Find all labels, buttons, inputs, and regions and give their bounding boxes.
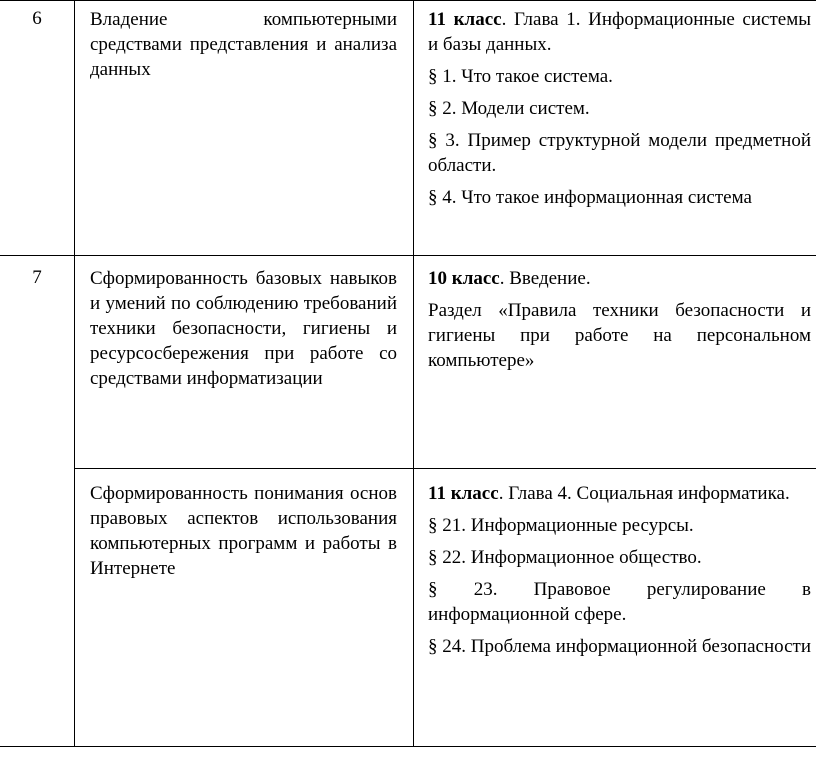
content-line: § 4. Что такое информационная система bbox=[428, 187, 752, 208]
row-divider-7-sub bbox=[74, 468, 816, 469]
row-number: 6 bbox=[32, 8, 42, 29]
content-line: 10 класс. Введение. bbox=[428, 268, 591, 289]
content-line: Раздел «Правила техники безопасности и гигиены при работе на персональном компьютере» bbox=[428, 300, 811, 371]
content-cell bbox=[428, 7, 811, 217]
content-line: § 24. Проблема информационной безопасности bbox=[428, 636, 811, 657]
content-line: § 22. Информационное общество. bbox=[428, 547, 702, 568]
requirement-text: Владение компьютерными средствами представления и анализа данных bbox=[90, 9, 397, 80]
content-line: § 3. Пример структурной модели предметной области. bbox=[428, 130, 811, 176]
column-divider-content bbox=[413, 0, 414, 747]
requirement-cell bbox=[90, 481, 397, 588]
content-line: § 23. Правовое регулирование в информационной сфере. bbox=[428, 579, 811, 625]
requirement-cell bbox=[90, 7, 397, 89]
column-divider-number bbox=[74, 0, 75, 747]
content-cell bbox=[428, 481, 811, 666]
table-border-top bbox=[0, 0, 816, 1]
requirement-text: Сформированность понимания основ правовых аспектов использования компьютерных программ и работы в Интернете bbox=[90, 483, 397, 579]
content-cell bbox=[428, 266, 811, 380]
content-line: § 1. Что такое система. bbox=[428, 66, 613, 87]
row-divider-6-7 bbox=[0, 255, 816, 256]
content-line: 11 класс. Глава 4. Социальная информатика. bbox=[428, 483, 790, 504]
content-line: § 21. Информационные ресурсы. bbox=[428, 515, 694, 536]
table-border-bottom bbox=[0, 746, 816, 747]
row-number: 7 bbox=[32, 267, 42, 288]
requirement-cell bbox=[90, 266, 397, 398]
content-line: 11 класс. Глава 1. Информационные системы и базы данных. bbox=[428, 9, 811, 55]
requirement-text: Сформированность базовых навыков и умений по соблюдению требований техники безопасности, гигиены и ресурсосбережения при работе со средствами информатизации bbox=[90, 268, 397, 389]
content-line: § 2. Модели систем. bbox=[428, 98, 590, 119]
